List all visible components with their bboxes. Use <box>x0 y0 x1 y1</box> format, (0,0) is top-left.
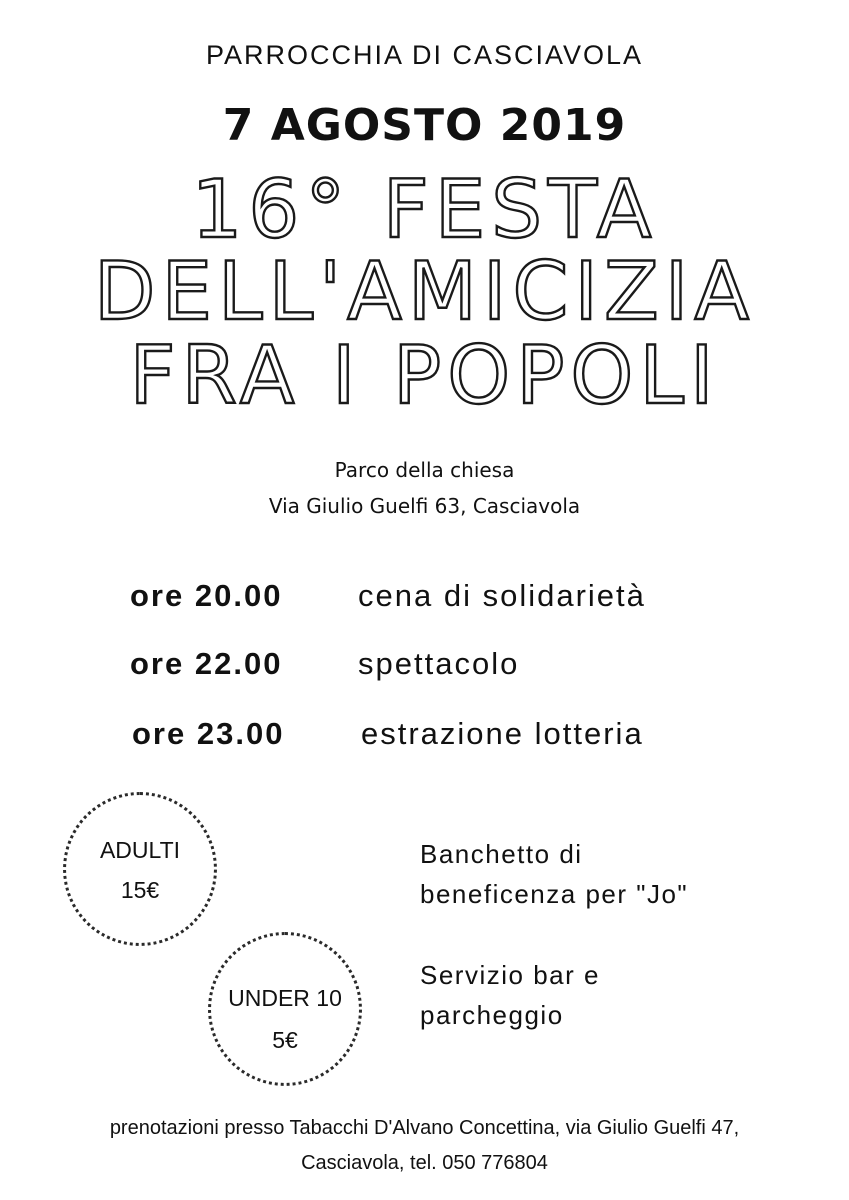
adult-price-label: ADULTI <box>99 837 181 863</box>
booking-info-line-2: Casciavola, tel. 050 776804 <box>301 1152 548 1174</box>
event-date: 7 AGOSTO 2019 <box>222 100 627 151</box>
charity-line-1: Banchetto di <box>420 839 583 869</box>
services-info <box>420 955 600 1035</box>
event-title-line-3: FRA I POPOLI <box>129 329 720 422</box>
schedule-time: ore 22.00 <box>130 646 283 681</box>
schedule-row <box>0 646 849 690</box>
parish-name: PARROCCHIA DI CASCIAVOLA <box>205 40 644 70</box>
schedule-event: estrazione lotteria <box>361 716 644 751</box>
under10-price-value: 5€ <box>272 1027 298 1053</box>
under10-price-circle <box>208 932 362 1086</box>
services-line-1: Servizio bar e <box>420 960 600 990</box>
booking-info-line-1: prenotazioni presso Tabacchi D'Alvano Concettina, via Giulio Guelfi 47, <box>109 1117 740 1139</box>
event-title-line-1: 16° FESTA <box>191 163 658 256</box>
venue-name: Parco della chiesa <box>334 458 515 482</box>
adult-price-circle <box>63 792 217 946</box>
schedule-row <box>0 716 849 760</box>
schedule-event: spettacolo <box>358 646 520 681</box>
charity-line-2: beneficenza per "Jo" <box>420 879 689 909</box>
schedule-row <box>0 578 849 622</box>
schedule-time: ore 23.00 <box>132 716 285 751</box>
venue-address: Via Giulio Guelfi 63, Casciavola <box>268 494 581 518</box>
schedule-time: ore 20.00 <box>130 578 283 613</box>
services-line-2: parcheggio <box>420 1000 564 1030</box>
under10-price-label: UNDER 10 <box>228 985 342 1011</box>
schedule-event: cena di solidarietà <box>358 578 646 613</box>
event-title-line-2: DELL'AMICIZIA <box>93 245 756 338</box>
adult-price-value: 15€ <box>120 877 160 903</box>
charity-stall-info <box>420 834 688 914</box>
